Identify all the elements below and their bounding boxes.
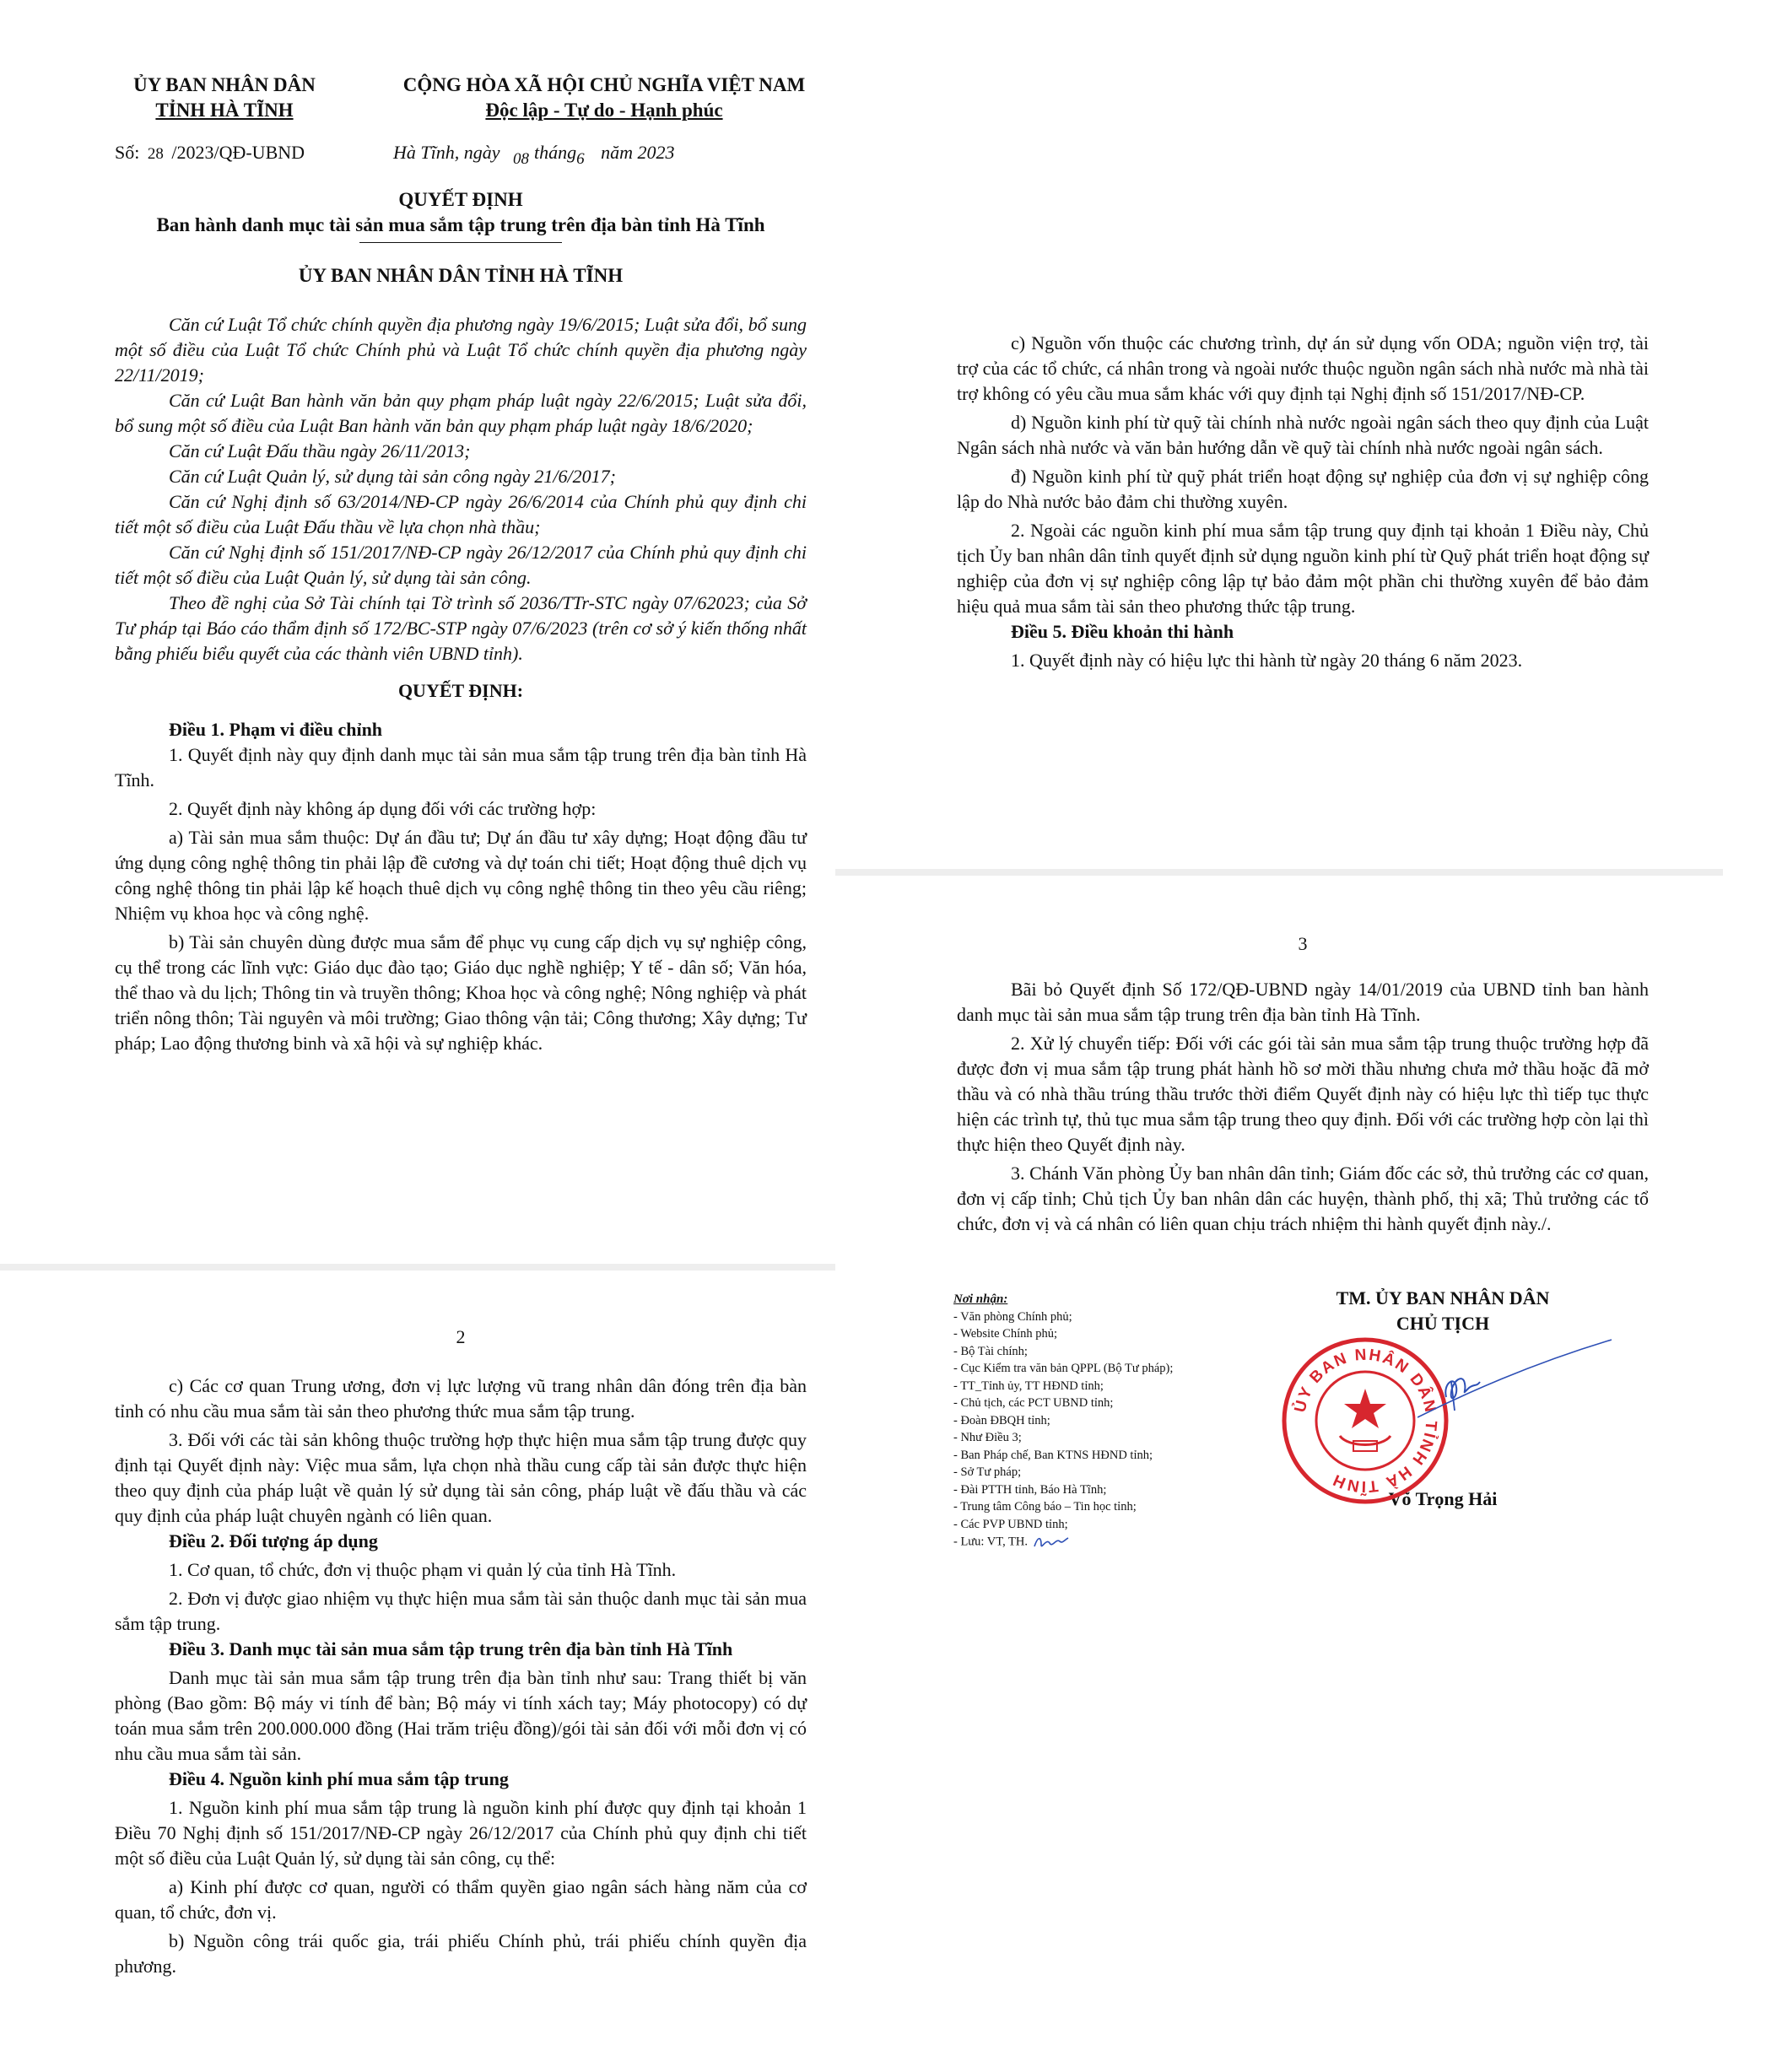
subject-underline: [359, 242, 562, 243]
basis-5: Căn cứ Nghị định số 63/2014/NĐ-CP ngày 26/6/2014 của Chính phủ quy định chi tiết một số điều của Luật Đấu thầu về lựa chọn nhà thầu;: [115, 491, 807, 537]
recipient-item: - Sở Tư pháp;: [953, 1465, 1022, 1479]
article-5-title: Điều 5. Điều khoản thi hành: [1011, 621, 1234, 642]
recipient-item: - Các PVP UBND tỉnh;: [953, 1517, 1068, 1531]
recipient-item: - Lưu: VT, TH.: [953, 1533, 1308, 1551]
article-4-p1: 1. Nguồn kinh phí mua sắm tập trung là nguồn kinh phí được quy định tại khoản 1 Điều 70 Nghị định số 151/2017/NĐ-CP ngày 26/12/2017 của Chính phủ quy định chi tiết một số điều của Luật Quản lý, sử dụng tài sản công, cụ thể:: [115, 1797, 807, 1869]
page-3-p2: 2. Xử lý chuyển tiếp: Đối với các gói tài sản mua sắm tập trung thuộc trường hợp đã được đơn vị mua sắm tập trung phát hành hồ sơ mời thầu nhưng chưa mở thầu hoặc đã mở thầu và có nhà thầu trúng thầu trước thời điểm Quyết định này có hiệu lực thì tiếp tục thực hiện các trình tự, thủ tục mua sắm tập trung theo quy định. Đối với các trường hợp còn lại thì thực hiện theo Quyết định này.: [957, 1033, 1650, 1155]
page-2b-pd: d) Nguồn kinh phí từ quỹ tài chính nhà nước ngoài ngân sách theo quy định của Luật Ngân sách nhà nước và văn bản hướng dẫn về quỹ tài chính nhà nước ngoài ngân sách.: [957, 412, 1649, 458]
article-3-title: Điều 3. Danh mục tài sản mua sắm tập trung trên địa bàn tỉnh Hà Tĩnh: [169, 1638, 733, 1659]
doc-type: QUYẾT ĐỊNH: [398, 189, 523, 210]
recipients: [953, 1291, 1308, 1551]
nation-header: [368, 73, 840, 123]
article-1-title: Điều 1. Phạm vi điều chỉnh: [169, 719, 383, 740]
article-2-p1: 1. Cơ quan, tổ chức, đơn vị thuộc phạm vi quản lý của tỉnh Hà Tĩnh.: [169, 1559, 677, 1580]
doc-subject: Ban hành danh mục tài sản mua sắm tập trung trên địa bàn tỉnh Hà Tĩnh: [156, 214, 765, 235]
recipient-item: - Ban Pháp chế, Ban KTNS HĐND tỉnh;: [953, 1448, 1153, 1462]
handwritten-signature: [1418, 1333, 1612, 1426]
page-2b-p2: 2. Ngoài các nguồn kinh phí mua sắm tập trung quy định tại khoản 1 Điều này, Chủ tịch Ủy ban nhân dân tỉnh quyết định sử dụng nguồn kinh phí từ Quỹ phát triển hoạt động sự nghiệp của đơn vị sự nghiệp công lập tự bảo đảm một phần chi thường xuyên để bảo đảm hiệu quả mua sắm tài sản theo phương thức tập trung.: [957, 520, 1649, 617]
page-2b-pdd: đ) Nguồn kinh phí từ quỹ phát triển hoạt động sự nghiệp của đơn vị sự nghiệp công lập do Nhà nước bảo đảm chi thường xuyên.: [957, 466, 1649, 512]
article-5-p1: 1. Quyết định này có hiệu lực thi hành từ ngày 20 tháng 6 năm 2023.: [1011, 650, 1523, 671]
article-4-pa: a) Kinh phí được cơ quan, người có thẩm quyền giao ngân sách hàng năm của cơ quan, tổ chức, đơn vị.: [115, 1876, 807, 1923]
authority: ỦY BAN NHÂN DÂN TỈNH HÀ TĨNH: [298, 265, 624, 286]
nation-line-1: CỘNG HÒA XÃ HỘI CHỦ NGHĨA VIỆT NAM: [402, 74, 806, 95]
recipient-item: - Chủ tịch, các PCT UBND tỉnh;: [953, 1396, 1114, 1410]
article-3-p: Danh mục tài sản mua sắm tập trung trên địa bàn tỉnh như sau: Trang thiết bị văn phòng (Bao gồm: Bộ máy vi tính để bàn; Bộ máy vi tính xách tay; Máy photocopy) có dự toán mua sắm trên 200.000.000 đồng (Hai trăm triệu đồng)/gói tài sản đối với mỗi đơn vị có nhu cầu mua sắm tài sản.: [115, 1667, 807, 1764]
place-date-prefix: Hà Tĩnh, ngày: [393, 142, 500, 163]
basis-6: Căn cứ Nghị định số 151/2017/NĐ-CP ngày 26/12/2017 của Chính phủ quy định chi tiết một số điều của Luật Quản lý, sử dụng tài sản công.: [115, 542, 807, 588]
date-month: 6: [576, 150, 585, 168]
page-2-pc: c) Các cơ quan Trung ương, đơn vị lực lượng vũ trang nhân dân đóng trên địa bàn tỉnh có nhu cầu mua sắm tài sản theo phương thức mua sắm tập trung.: [115, 1375, 807, 1422]
page-1-body: [115, 312, 807, 1056]
seal-star-icon: [1344, 1389, 1386, 1428]
page-3-p0: Bãi bỏ Quyết định Số 172/QĐ-UBND ngày 14/01/2019 của UBND tỉnh ban hành danh mục tài sản mua sắm tập trung trên địa bàn tỉnh Hà Tĩnh.: [957, 979, 1649, 1025]
recipient-item: - Đài PTTH tỉnh, Báo Hà Tĩnh;: [953, 1482, 1107, 1497]
number-prefix: Số:: [115, 142, 140, 163]
basis-4: Căn cứ Luật Quản lý, sử dụng tài sản công ngày 21/6/2017;: [169, 466, 616, 487]
page-number-2: 2: [456, 1326, 466, 1347]
page-3-p3: 3. Chánh Văn phòng Ủy ban nhân dân tỉnh; Giám đốc các sở, thủ trưởng các cơ quan, đơn vị cấp tỉnh; Chủ tịch Ủy ban nhân dân các huyện, thành phố, thị xã; Thủ trưởng các tổ chức, đơn vị và cá nhân có liên quan chịu trách nhiệm thi hành quyết định này./.: [957, 1163, 1649, 1234]
signer-name: Võ Trọng Hải: [1388, 1488, 1498, 1509]
page-divider-right: [835, 869, 1723, 876]
page-3-body: [957, 977, 1649, 1237]
page-2b-pc: c) Nguồn vốn thuộc các chương trình, dự án sử dụng vốn ODA; nguồn viện trợ, tài trợ của các tổ chức, cá nhân trong và ngoài nước thuộc nguồn ngân sách nhà nước mà nhà tài trợ không có yêu cầu mua sắm khác với quy định tại Nghị định số 151/2017/NĐ-CP.: [957, 332, 1649, 404]
agency-line-1: ỦY BAN NHÂN DÂN: [133, 74, 316, 95]
seal-text: ỦY BAN NHÂN DÂN TỈNH HÀ TĨNH: [1291, 1346, 1440, 1496]
recipient-item: - Như Điều 3;: [953, 1431, 1022, 1444]
recipient-item: - Văn phòng Chính phủ;: [953, 1309, 1072, 1324]
basis-1: Căn cứ Luật Tổ chức chính quyền địa phương ngày 19/6/2015; Luật sửa đổi, bổ sung một số điều của Luật Tổ chức Chính phủ và Luật Tổ chức chính quyền địa phương ngày 22/11/2019;: [115, 314, 807, 386]
document-number: [115, 142, 305, 164]
sign-line-2: CHỦ TỊCH: [1396, 1313, 1490, 1334]
article-2-p2: 2. Đơn vị được giao nhiệm vụ thực hiện mua sắm tài sản thuộc danh mục tài sản mua sắm tập trung.: [115, 1588, 807, 1634]
basis-3: Căn cứ Luật Đấu thầu ngày 26/11/2013;: [169, 440, 471, 461]
page-2-p3: 3. Đối với các tài sản không thuộc trường hợp thực hiện mua sắm tập trung được quy định tại Quyết định này: Việc mua sắm, lựa chọn nhà thầu cung cấp tài sản được thực hiện theo quy định của pháp luật về quản lý sử dụng tài sản công, pháp luật về đấu thầu và các quy định của pháp luật chuyên ngành có liên quan.: [115, 1429, 807, 1526]
date-year: năm 2023: [601, 142, 675, 163]
basis-2: Căn cứ Luật Ban hành văn bản quy phạm pháp luật ngày 22/6/2015; Luật sửa đổi, bổ sung một số điều của Luật Ban hành văn bản quy phạm pháp luật ngày 18/6/2020;: [115, 390, 807, 436]
basis-7: Theo đề nghị của Sở Tài chính tại Tờ trình số 2036/TTr-STC ngày 07/62023; của Sở Tư pháp tại Báo cáo thẩm định số 172/BC-STP ngày 07/6/2023 (trên cơ sở ý kiến thống nhất bằng phiếu biểu quyết của các thành viên UBND tỉnh).: [115, 592, 807, 664]
article-1-p2: 2. Quyết định này không áp dụng đối với các trường hợp:: [169, 798, 597, 819]
number-value: 28: [147, 145, 164, 163]
recipient-item: - Trung tâm Công báo – Tin học tỉnh;: [953, 1500, 1137, 1514]
article-1-p1: 1. Quyết định này quy định danh mục tài sản mua sắm tập trung trên địa bàn tỉnh Hà Tĩnh.: [115, 744, 807, 790]
article-2-title: Điều 2. Đối tượng áp dụng: [169, 1530, 378, 1551]
article-4-pb: b) Nguồn công trái quốc gia, trái phiếu Chính phủ, trái phiếu chính quyền địa phương.: [115, 1930, 807, 1977]
sign-line-1: TM. ỦY BAN NHÂN DÂN: [1336, 1287, 1550, 1308]
recipient-item: - TT_Tỉnh ủy, TT HĐND tỉnh;: [953, 1379, 1104, 1393]
article-4-title: Điều 4. Nguồn kinh phí mua sắm tập trung: [169, 1768, 509, 1789]
page-2-body: [115, 1373, 807, 1979]
article-1-pa: a) Tài sản mua sắm thuộc: Dự án đầu tư; Dự án đầu tư xây dựng; Hoạt động đầu tư ứng dụng công nghệ thông tin phải lập đề cương và dự toán chi tiết; Hoạt động thuê dịch vụ công nghệ thông tin phải lập kế hoạch thuê dịch vụ công nghệ thông tin theo yêu cầu riêng; Nhiệm vụ khoa học và công nghệ.: [115, 827, 807, 924]
page-divider-left: [0, 1264, 835, 1271]
page-number-3: 3: [1298, 933, 1308, 954]
recipient-item: - Cục Kiểm tra văn bản QPPL (Bộ Tư pháp);: [953, 1362, 1174, 1375]
recipient-item: - Website Chính phủ;: [953, 1327, 1058, 1341]
initials-signature: [1031, 1533, 1070, 1551]
decide-heading: QUYẾT ĐỊNH:: [397, 680, 524, 701]
place-date: [393, 142, 675, 168]
agency-header: [115, 73, 334, 123]
recipient-item: - Đoàn ĐBQH tỉnh;: [953, 1413, 1050, 1427]
agency-line-2: TỈNH HÀ TĨNH: [155, 100, 294, 121]
recipients-title: Nơi nhận:: [953, 1292, 1008, 1306]
date-day: 08: [513, 150, 529, 168]
page-2-continued: [957, 331, 1649, 673]
article-1-pb: b) Tài sản chuyên dùng được mua sắm để phục vụ cung cấp dịch vụ sự nghiệp công, cụ thể trong các lĩnh vực: Giáo dục đào tạo; Giáo dục nghề nghiệp; Y tế - dân số; Văn hóa, thể thao và du lịch; Thông tin và truyền thông; Khoa học và công nghệ; Nông nghiệp và phát triển nông thôn; Tài nguyên và môi trường; Giao thông vận tải; Công thương; Xây dựng; Tư pháp; Lao động thương binh và xã hội và sự nghiệp khác.: [115, 931, 807, 1054]
recipient-item: - Bộ Tài chính;: [953, 1344, 1028, 1358]
date-month-label: tháng: [534, 142, 577, 163]
number-suffix: /2023/QĐ-UBND: [171, 142, 305, 163]
nation-line-2: Độc lập - Tự do - Hạnh phúc: [485, 100, 723, 121]
